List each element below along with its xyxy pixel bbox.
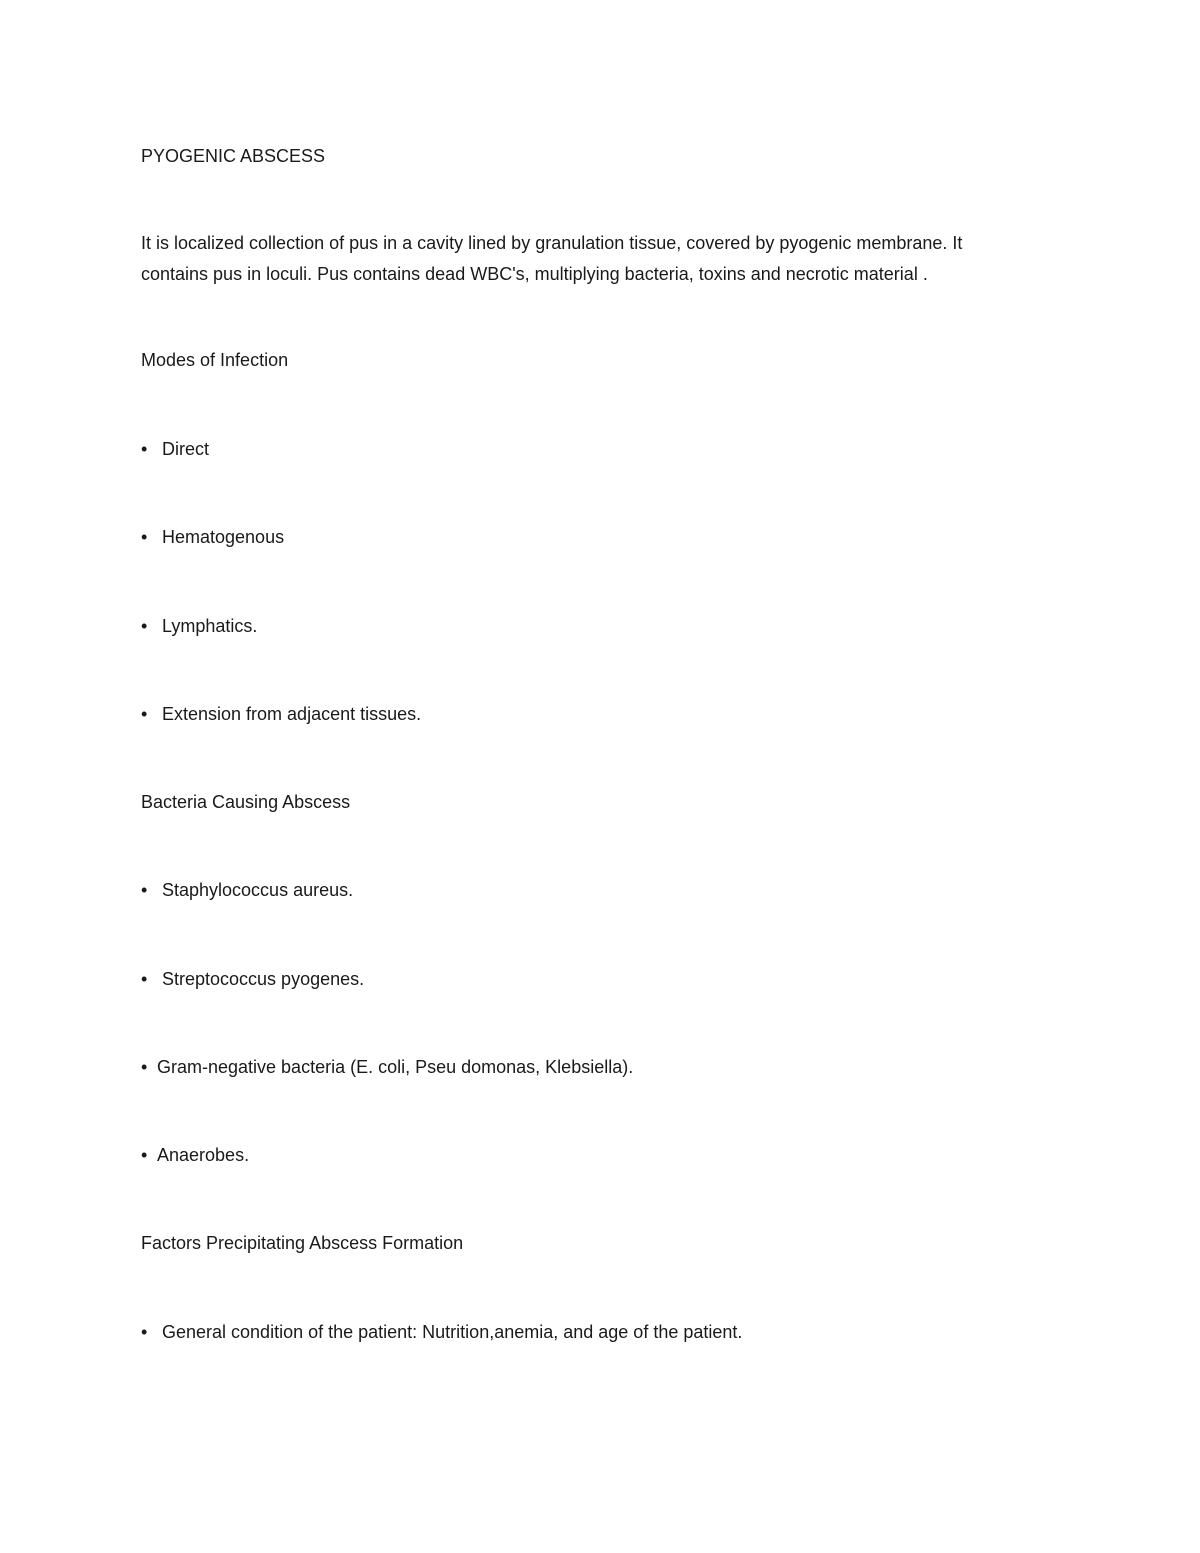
bullet-icon: • [141,880,148,900]
bullet-icon: • [141,1145,148,1165]
section-heading-bacteria-causing-abscess: Bacteria Causing Abscess [141,792,351,812]
list-item-text: Lymphatics. [162,616,258,636]
list-item [141,615,257,637]
bullet-icon: • [141,704,148,724]
list-item-text: Staphylococcus aureus. [162,880,354,900]
list-item [141,438,209,460]
list-item [141,968,364,990]
list-item-text: Gram-negative bacteria (E. coli, Pseu domonas, Klebsiella). [157,1057,634,1077]
list-item-text: General condition of the patient: Nutrition,anemia, and age of the patient. [162,1322,743,1342]
document-title: PYOGENIC ABSCESS [141,146,326,166]
bullet-icon: • [141,969,148,989]
list-item [141,1321,742,1343]
bullet-icon: • [141,616,148,636]
section-heading-factors-precipitating: Factors Precipitating Abscess Formation [141,1233,464,1253]
list-item-text: Direct [162,439,210,459]
list-item [141,1056,633,1078]
list-item [141,879,353,901]
list-item-text: Streptococcus pyogenes. [162,969,365,989]
list-item [141,1144,249,1166]
bullet-icon: • [141,1322,148,1342]
list-item-text: Extension from adjacent tissues. [162,704,422,724]
list-item-text: Anaerobes. [157,1145,250,1165]
bullet-icon: • [141,527,148,547]
list-item [141,703,421,725]
intro-paragraph-line-1: It is localized collection of pus in a cavity lined by granulation tissue, covered by pyogenic membrane. It [141,233,963,253]
intro-paragraph-line-2: contains pus in loculi. Pus contains dead WBC's, multiplying bacteria, toxins and necrotic material . [141,264,928,284]
list-item [141,526,284,548]
bullet-icon: • [141,1057,148,1077]
list-item-text: Hematogenous [162,527,285,547]
section-heading-modes-of-infection: Modes of Infection [141,350,289,370]
bullet-icon: • [141,439,148,459]
